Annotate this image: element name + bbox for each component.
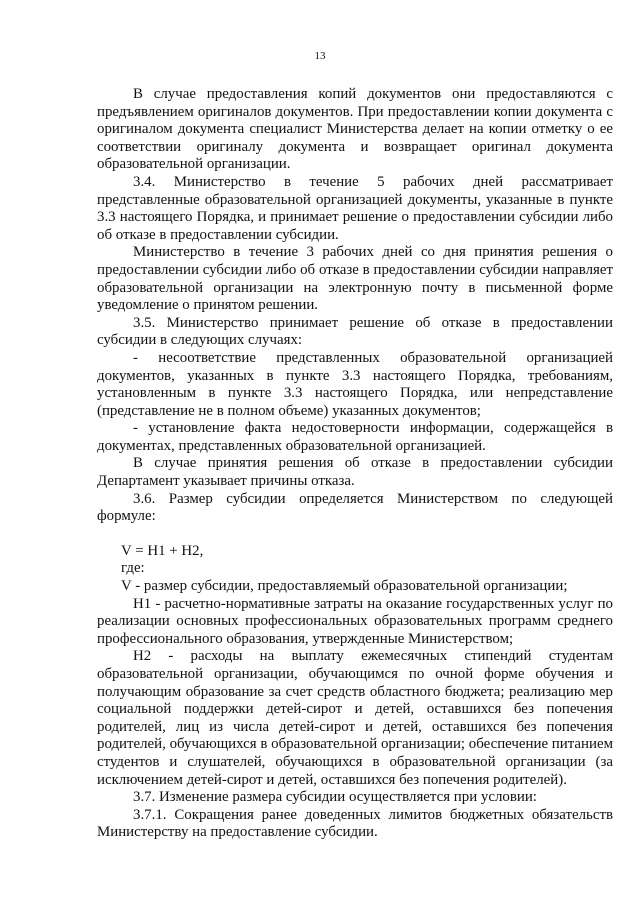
list-item-unreliable-info: - установление факта недостоверности информации, содержащейся в документах, представленных образовательной организацией. (97, 420, 613, 454)
formula-where: где: (121, 560, 145, 577)
formula: V = H1 + H2, (121, 542, 204, 559)
formula-term-h1: H1 - расчетно-нормативные затраты на оказание государственных услуг по реализации основных профессиональных образовательных программ среднего профессионального образования, утвержденные Министерством; (97, 595, 613, 647)
paragraph-notification: Министерство в течение 3 рабочих дней со дня принятия решения о предоставлении субсидии либо об отказе в предоставлении субсидии направляет образовательной организации на электронную почту в письменной форме уведомление о принятом решении. (97, 244, 613, 314)
list-item-noncompliance: - несоответствие представленных образовательной организацией документов, указанных в пункте 3.3 настоящего Порядка, требованиям, установленным в пункте 3.3 настоящего Порядка, или непредставление (представление не в полном объеме) указанных документов; (97, 349, 613, 419)
paragraph-3-7-1: 3.7.1. Сокращения ранее доведенных лимитов бюджетных обязательств Министерству на предоставление субсидии. (97, 806, 613, 841)
paragraph-refusal-reasons: В случае принятия решения об отказе в предоставлении субсидии Департамент указывает причины отказа. (97, 455, 613, 490)
paragraph-3-5: 3.5. Министерство принимает решение об отказе в предоставлении субсидии в следующих случаях: (97, 314, 613, 349)
formula-term-v: V - размер субсидии, предоставляемый образовательной организации; (121, 578, 568, 595)
page-number: 13 (314, 50, 326, 62)
paragraph-3-7: 3.7. Изменение размера субсидии осуществляется при условии: (133, 789, 537, 806)
formula-term-h2: H2 - расходы на выплату ежемесячных стипендий студентам образовательной организации, обучающимся по очной форме обучения и получающим образование за счет средств областного бюджета; реализацию мер социальной поддержки детей-сирот и детей, оставшихся без попечения родителей, лиц из числа детей-сирот и детей, оставшихся без попечения родителей, обучающихся в образовательной организации; обеспечение питанием студентов и слушателей, обучающихся в образовательной организации (за исключением детей-сирот и детей, оставшихся без попечения родителей). (97, 648, 613, 788)
document-body (97, 86, 613, 842)
paragraph-3-6: 3.6. Размер субсидии определяется Министерством по следующей формуле: (97, 490, 613, 525)
paragraph-copies: В случае предоставления копий документов они предоставляются с предъявлением оригиналов документов. При предоставлении копии документа с оригиналом документа специалист Министерства делает на копии отметку о ее соответствии оригиналу документа и возвращает оригинал документа образовательной организации. (97, 86, 613, 173)
paragraph-3-4: 3.4. Министерство в течение 5 рабочих дней рассматривает представленные образовательной организацией документы, указанные в пункте 3.3 настоящего Порядка, и принимает решение о предоставлении субсидии либо об отказе в предоставлении субсидии. (97, 173, 613, 243)
